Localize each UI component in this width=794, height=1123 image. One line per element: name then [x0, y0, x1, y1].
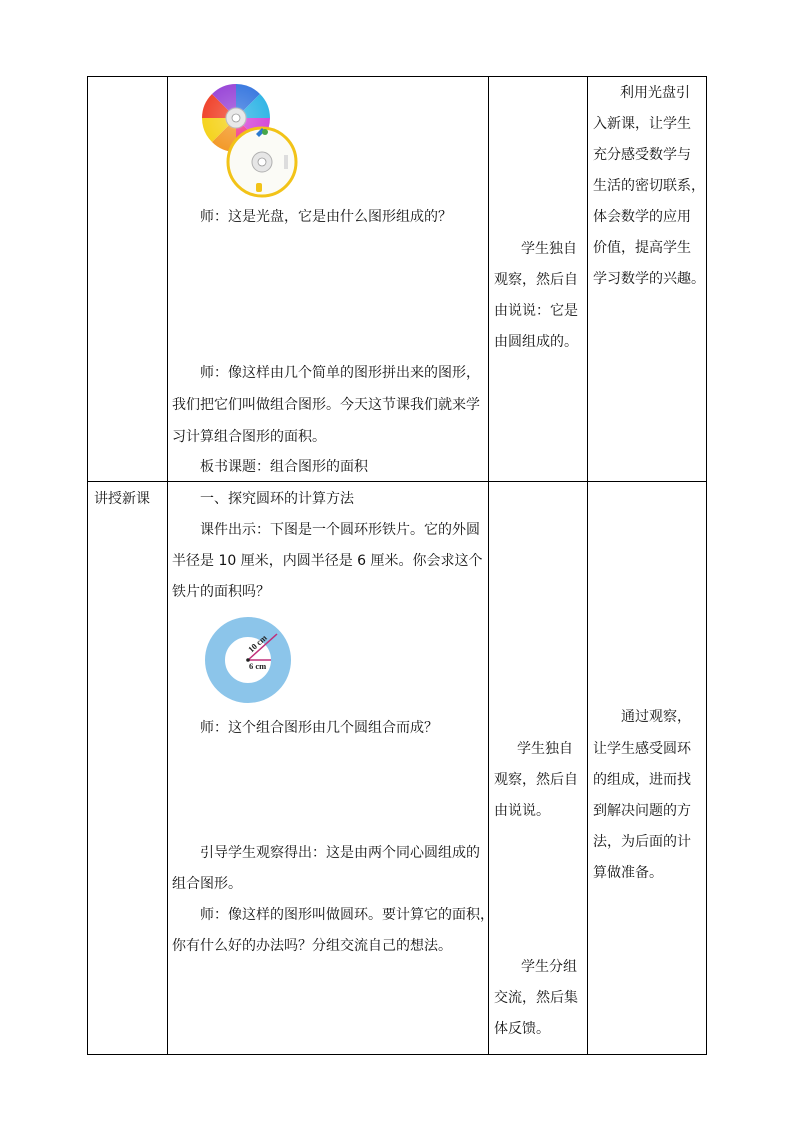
table-top-border: [87, 76, 707, 77]
table-left-border: [87, 76, 88, 1055]
section-heading: 一、探究圆环的计算方法: [200, 491, 354, 507]
teacher-question-ring: 师：这个组合图形由几个圆组合而成？: [200, 720, 438, 736]
column-divider-3: [587, 76, 588, 1055]
lesson-stage-label: 讲授新课: [94, 491, 150, 507]
board-title: 板书课题：组合图形的面积: [200, 459, 368, 475]
ring-intent-line-4: 到解决问题的方: [593, 803, 691, 819]
table-bottom-border: [87, 1054, 707, 1055]
guidance-line-1: 引导学生观察得出：这是由两个同心圆组成的: [200, 845, 480, 861]
student-activity-line-3: 由说说：它是: [494, 303, 578, 319]
student-activity-line-4: 由圆组成的。: [494, 334, 578, 350]
teacher-question-cd: 师：这是光盘，它是由什么图形组成的？: [200, 209, 452, 225]
ring-figure: [202, 616, 294, 704]
design-intent-line-3: 充分感受数学与: [593, 147, 691, 163]
design-intent-line-4: 生活的密切联系，: [593, 178, 705, 194]
problem-line-3: 铁片的面积吗？: [172, 584, 270, 600]
table-right-border: [706, 76, 707, 1055]
guidance-line-2: 组合图形。: [172, 876, 242, 892]
discussion-line-2: 你有什么好的办法吗？分组交流自己的想法。: [172, 938, 452, 954]
problem-line-1: 课件出示：下图是一个圆环形铁片。它的外圆: [200, 522, 480, 538]
ring-intent-line-5: 法，为后面的计: [593, 834, 691, 850]
design-intent-line-7: 学习数学的兴趣。: [593, 271, 705, 287]
teacher-explanation-line-1: 师：像这样由几个简单的图形拼出来的图形，: [200, 365, 480, 381]
student-group-line-1: 学生分组: [521, 959, 577, 975]
student-observe-line-3: 由说说。: [494, 803, 550, 819]
inner-radius-label: 6 cm: [249, 661, 267, 671]
ring-intent-line-6: 算做准备。: [593, 865, 663, 881]
student-group-line-3: 体反馈。: [494, 1021, 550, 1037]
design-intent-line-5: 体会数学的应用: [593, 209, 691, 225]
discussion-line-1: 师：像这样的图形叫做圆环。要计算它的面积，: [200, 907, 494, 923]
row-divider: [87, 481, 707, 482]
ring-intent-line-1: 通过观察，: [621, 709, 691, 725]
student-activity-line-1: 学生独自: [521, 241, 577, 257]
column-divider-1: [167, 76, 168, 1055]
design-intent-line-6: 价值，提高学生: [593, 240, 691, 256]
cd-disc-picture: [198, 82, 308, 198]
student-observe-line-2: 观察，然后自: [494, 772, 578, 788]
outer-radius-label: 10 cm: [246, 632, 269, 655]
ring-intent-line-2: 让学生感受圆环: [593, 741, 691, 757]
design-intent-line-2: 入新课，让学生: [593, 116, 691, 132]
teacher-explanation-line-3: 习计算组合图形的面积。: [172, 429, 326, 445]
white-disc: [228, 128, 296, 196]
student-activity-line-2: 观察，然后自: [494, 272, 578, 288]
design-intent-line-1: 利用光盘引: [620, 85, 690, 101]
teacher-explanation-line-2: 我们把它们叫做组合图形。今天这节课我们就来学: [172, 397, 480, 413]
problem-line-2: 半径是 10 厘米，内圆半径是 6 厘米。你会求这个: [172, 553, 483, 569]
student-group-line-2: 交流，然后集: [494, 990, 578, 1006]
ring-intent-line-3: 的组成，进而找: [593, 772, 691, 788]
student-observe-line-1: 学生独自: [517, 741, 573, 757]
